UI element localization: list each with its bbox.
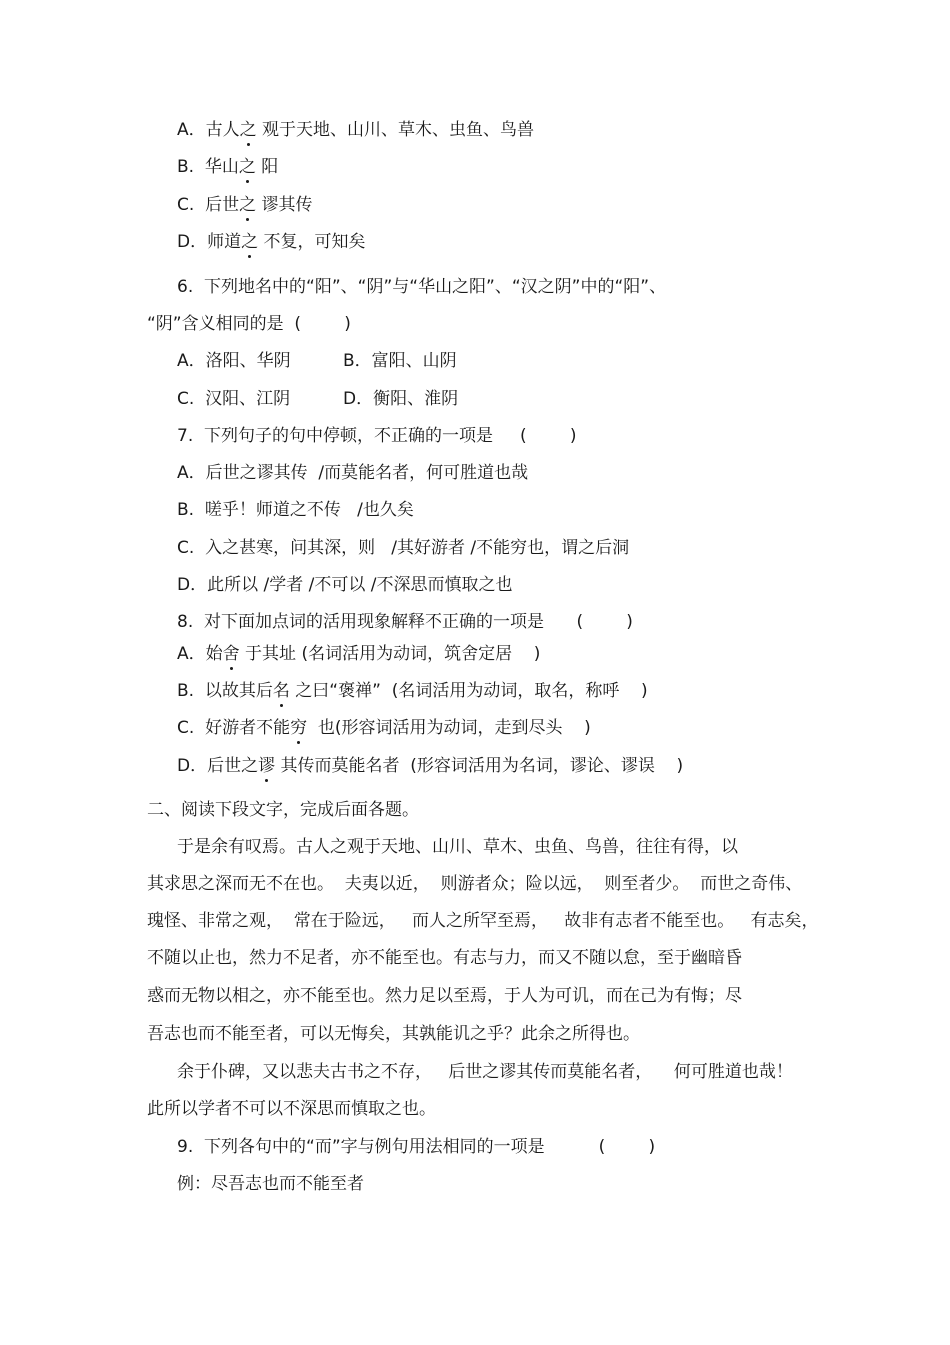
q6-stem-line1: 6. 下列地名中的“阳”、“阴”与“华山之阳”、“汉之阴”中的“阳”、 [177, 277, 667, 297]
q8-option-b: B. 以故其后名 之曰“褒禅” (名词活用为动词，取名，称呼 ) [177, 681, 648, 701]
q8-option-d: D．后世之谬 其传而莫能名者 (形容词活用为名词，谬论、谬误 ) [177, 756, 684, 776]
q7-option-d: D．此所以 /学者 /不可以 /不深思而慎取之也 [177, 575, 513, 595]
q5-option-d: D．师道之 不复，可知矣 [177, 232, 366, 252]
emphasis-dot-char: 之 [241, 232, 259, 252]
q6-option-c: C. 汉阳、江阴 [177, 389, 291, 409]
section-heading: 二、阅读下段文字，完成后面各题。 [147, 800, 419, 820]
emphasis-dot-char: 舍 [222, 644, 240, 664]
passage-line: 余于仆碑，又以悲夫古书之不存， 后世之谬其传而莫能名者， 何可胜道也哉！ [177, 1062, 793, 1082]
q6-stem-line2: “阴”含义相同的是 ( ) [147, 314, 351, 334]
emphasis-dot-char: 之 [239, 120, 257, 140]
q8-stem: 8. 对下面加点词的活用现象解释不正确的一项是 ( ) [177, 612, 633, 632]
q7-option-b: B. 嗟乎！师道之不传 /也久矣 [177, 500, 414, 520]
q9-example: 例：尽吾志也而不能至者 [177, 1174, 364, 1194]
q7-stem: 7. 下列句子的句中停顿，不正确的一项是 ( ) [177, 426, 577, 446]
q8-option-c: C. 好游者不能穷 也(形容词活用为动词，走到尽头 ) [177, 718, 591, 738]
passage-line: 其求思之深而无不在也。 夫夷以近， 则游者众；险以远， 则至者少。 而世之奇伟、 [147, 874, 803, 894]
emphasis-dot-char: 之 [239, 195, 257, 215]
passage-line: 此所以学者不可以不深思而慎取之也。 [147, 1099, 436, 1119]
emphasis-dot-char: 穷 [290, 718, 308, 738]
q6-option-a: A．洛阳、华阴 [177, 351, 291, 371]
passage-line: 瑰怪、非常之观， 常在于险远， 而人之所罕至焉， 故非有志者不能至也。 有志矣， [147, 911, 819, 931]
passage-line: 吾志也而不能至者，可以无悔矣，其孰能讥之乎？此余之所得也。 [147, 1024, 640, 1044]
passage-line: 惑而无物以相之，亦不能至也。然力足以至焉，于人为可讥，而在己为有悔；尽 [147, 986, 742, 1006]
emphasis-dot-char: 谬 [258, 756, 276, 776]
q7-option-a: A．后世之谬其传 /而莫能名者，何可胜道也哉 [177, 463, 529, 483]
q5-option-c: C. 后世之 谬其传 [177, 195, 313, 215]
q8-option-a: A．始舍 于其址 (名词活用为动词，筑舍定居 ) [177, 644, 541, 664]
q6-option-b: B．富阳、山阴 [343, 351, 457, 371]
q9-stem: 9. 下列各句中的“而”字与例句用法相同的一项是 ( ) [177, 1137, 656, 1157]
emphasis-dot-char: 之 [238, 157, 256, 177]
q5-option-b: B. 华山之 阳 [177, 157, 279, 177]
emphasis-dot-char: 名 [272, 681, 290, 701]
q6-option-d: D．衡阳、淮阴 [343, 389, 459, 409]
passage-line: 不随以止也，然力不足者，亦不能至也。有志与力，而又不随以怠，至于幽暗昏 [147, 948, 742, 968]
passage-line: 于是余有叹焉。古人之观于天地、山川、草木、虫鱼、鸟兽，往往有得，以 [177, 837, 738, 857]
q5-option-a: A．古人之 观于天地、山川、草木、虫鱼、鸟兽 [177, 120, 535, 140]
q7-option-c: C. 入之甚寒，问其深，则 /其好游者 /不能穷也，谓之后洞 [177, 538, 630, 558]
